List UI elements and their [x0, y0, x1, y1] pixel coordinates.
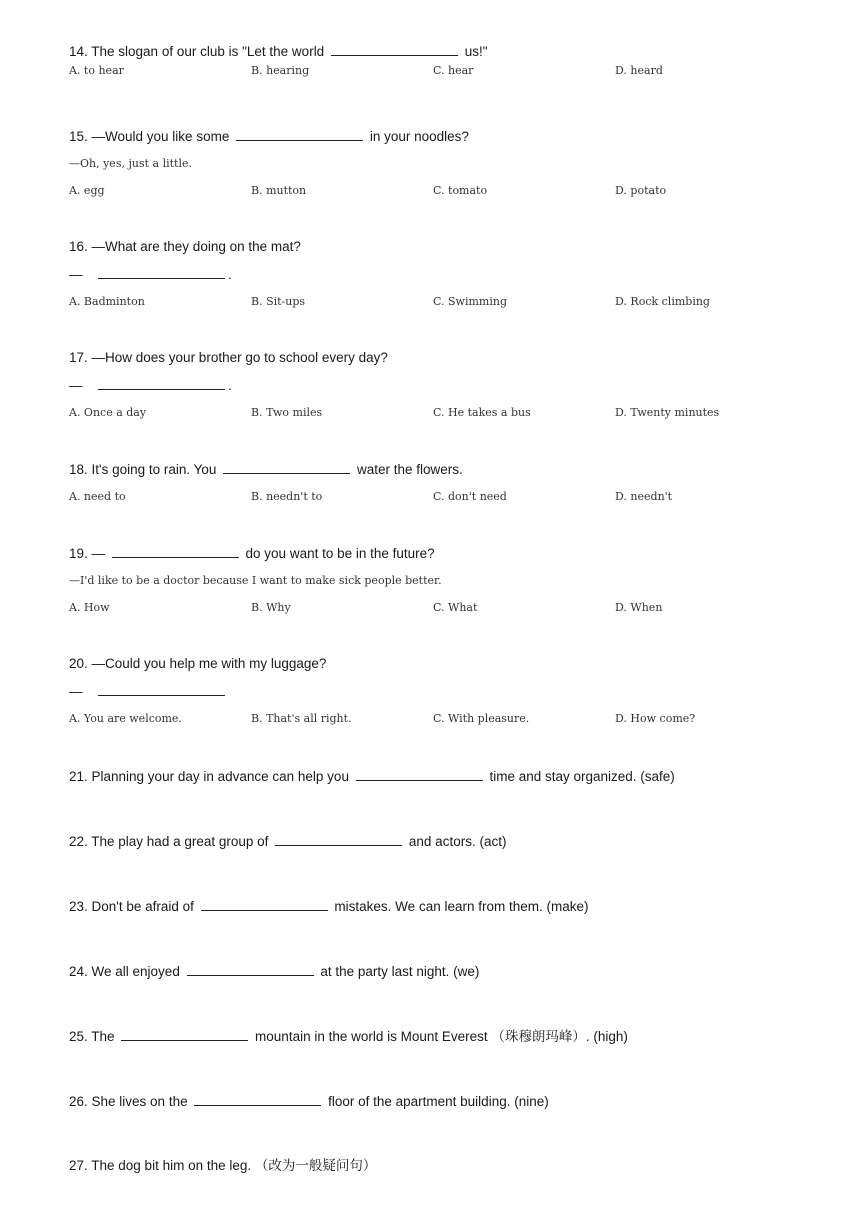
option-a: A. egg: [69, 184, 105, 197]
question-26-text-before: 26. She lives on the: [69, 1094, 192, 1109]
reply-dash: —: [69, 378, 83, 393]
question-19-options: [69, 601, 859, 615]
answer-blank: [187, 963, 314, 976]
option-b: B. needn't to: [251, 490, 323, 503]
question-24: [69, 963, 479, 980]
reply-dash: —: [69, 267, 83, 282]
answer-blank: [331, 43, 458, 56]
question-17-text: 17. —How does your brother go to school every day?: [69, 350, 388, 365]
answer-blank: [275, 833, 402, 846]
answer-blank: [98, 266, 225, 279]
answer-blank: [121, 1028, 248, 1041]
option-c: C. With pleasure.: [433, 712, 530, 725]
question-26-text-after: floor of the apartment building. (nine): [324, 1094, 549, 1109]
question-27-text: 27. The dog bit him on the leg. （改为一般疑问句）: [69, 1158, 377, 1173]
question-16-reply: [69, 266, 232, 283]
answer-blank: [98, 377, 225, 390]
option-d: D. heard: [615, 64, 663, 77]
question-26: [69, 1093, 549, 1110]
answer-blank: [236, 128, 363, 141]
question-27: [69, 1158, 376, 1174]
option-d: D. When: [615, 601, 663, 614]
question-20: [69, 656, 326, 672]
question-24-text-after: at the party last night. (we): [316, 964, 480, 979]
option-d: D. Twenty minutes: [615, 406, 720, 419]
question-18-options: [69, 490, 859, 504]
option-c: C. don't need: [433, 490, 507, 503]
answer-blank: [223, 461, 350, 474]
question-14-text-after: us!": [460, 44, 488, 59]
question-18: [69, 461, 463, 478]
option-b: B. hearing: [251, 64, 310, 77]
question-21: [69, 768, 675, 785]
question-17-reply: [69, 377, 232, 394]
question-16: [69, 239, 301, 255]
question-22: [69, 833, 506, 850]
option-b: B. That's all right.: [251, 712, 352, 725]
question-16-options: [69, 295, 859, 309]
question-21-text-after: time and stay organized. (safe): [485, 769, 675, 784]
option-c: C. Swimming: [433, 295, 507, 308]
option-c: C. hear: [433, 64, 474, 77]
question-16-text: 16. —What are they doing on the mat?: [69, 239, 301, 254]
question-23: [69, 898, 589, 915]
answer-blank: [194, 1093, 321, 1106]
question-18-text-before: 18. It's going to rain. You: [69, 462, 221, 477]
option-a: A. to hear: [69, 64, 124, 77]
option-b: B. mutton: [251, 184, 307, 197]
question-19-text-after: do you want to be in the future?: [241, 546, 435, 561]
question-18-text-after: water the flowers.: [353, 462, 463, 477]
answer-blank: [356, 768, 483, 781]
question-17-options: [69, 406, 859, 420]
option-a: A. Once a day: [69, 406, 147, 419]
question-15-text-before: 15. —Would you like some: [69, 129, 234, 144]
question-23-text-after: mistakes. We can learn from them. (make): [330, 899, 589, 914]
option-a: A. How: [69, 601, 110, 614]
question-21-text-before: 21. Planning your day in advance can help you: [69, 769, 353, 784]
question-20-options: [69, 712, 859, 726]
option-b: B. Sit-ups: [251, 295, 306, 308]
answer-blank: [201, 898, 328, 911]
option-a: A. You are welcome.: [69, 712, 182, 725]
question-25: [69, 1028, 628, 1045]
question-14: [69, 43, 488, 60]
option-d: D. How come?: [615, 712, 696, 725]
option-a: A. need to: [69, 490, 126, 503]
question-14-options: [69, 64, 859, 78]
question-20-reply: [69, 683, 228, 700]
question-25-text-before: 25. The: [69, 1029, 119, 1044]
option-b: B. Two miles: [251, 406, 323, 419]
option-d: D. potato: [615, 184, 667, 197]
option-c: C. tomato: [433, 184, 488, 197]
reply-dash: —: [69, 684, 83, 699]
reply-period: .: [228, 267, 232, 282]
option-d: D. Rock climbing: [615, 295, 710, 308]
question-19-reply: —I'd like to be a doctor because I want to make sick people better.: [69, 574, 442, 587]
question-22-text-after: and actors. (act): [405, 834, 507, 849]
question-15: [69, 128, 469, 145]
question-19-text-before: 19. —: [69, 546, 109, 561]
reply-period: .: [228, 378, 232, 393]
question-25-text-after: mountain in the world is Mount Everest （珠穆朗玛峰）. (high): [251, 1029, 628, 1044]
option-c: C. What: [433, 601, 478, 614]
answer-blank: [98, 683, 225, 696]
option-b: B. Why: [251, 601, 291, 614]
answer-blank: [112, 545, 239, 558]
question-20-text: 20. —Could you help me with my luggage?: [69, 656, 327, 671]
option-a: A. Badminton: [69, 295, 145, 308]
question-23-text-before: 23. Don't be afraid of: [69, 899, 198, 914]
option-d: D. needn't: [615, 490, 673, 503]
question-14-text-before: 14. The slogan of our club is "Let the world: [69, 44, 328, 59]
question-22-text-before: 22. The play had a great group of: [69, 834, 273, 849]
question-17: [69, 350, 388, 366]
question-24-text-before: 24. We all enjoyed: [69, 964, 184, 979]
option-c: C. He takes a bus: [433, 406, 531, 419]
question-19: [69, 545, 435, 562]
question-15-options: [69, 184, 859, 198]
question-15-reply: —Oh, yes, just a little.: [69, 157, 192, 170]
question-15-text-after: in your noodles?: [366, 129, 469, 144]
